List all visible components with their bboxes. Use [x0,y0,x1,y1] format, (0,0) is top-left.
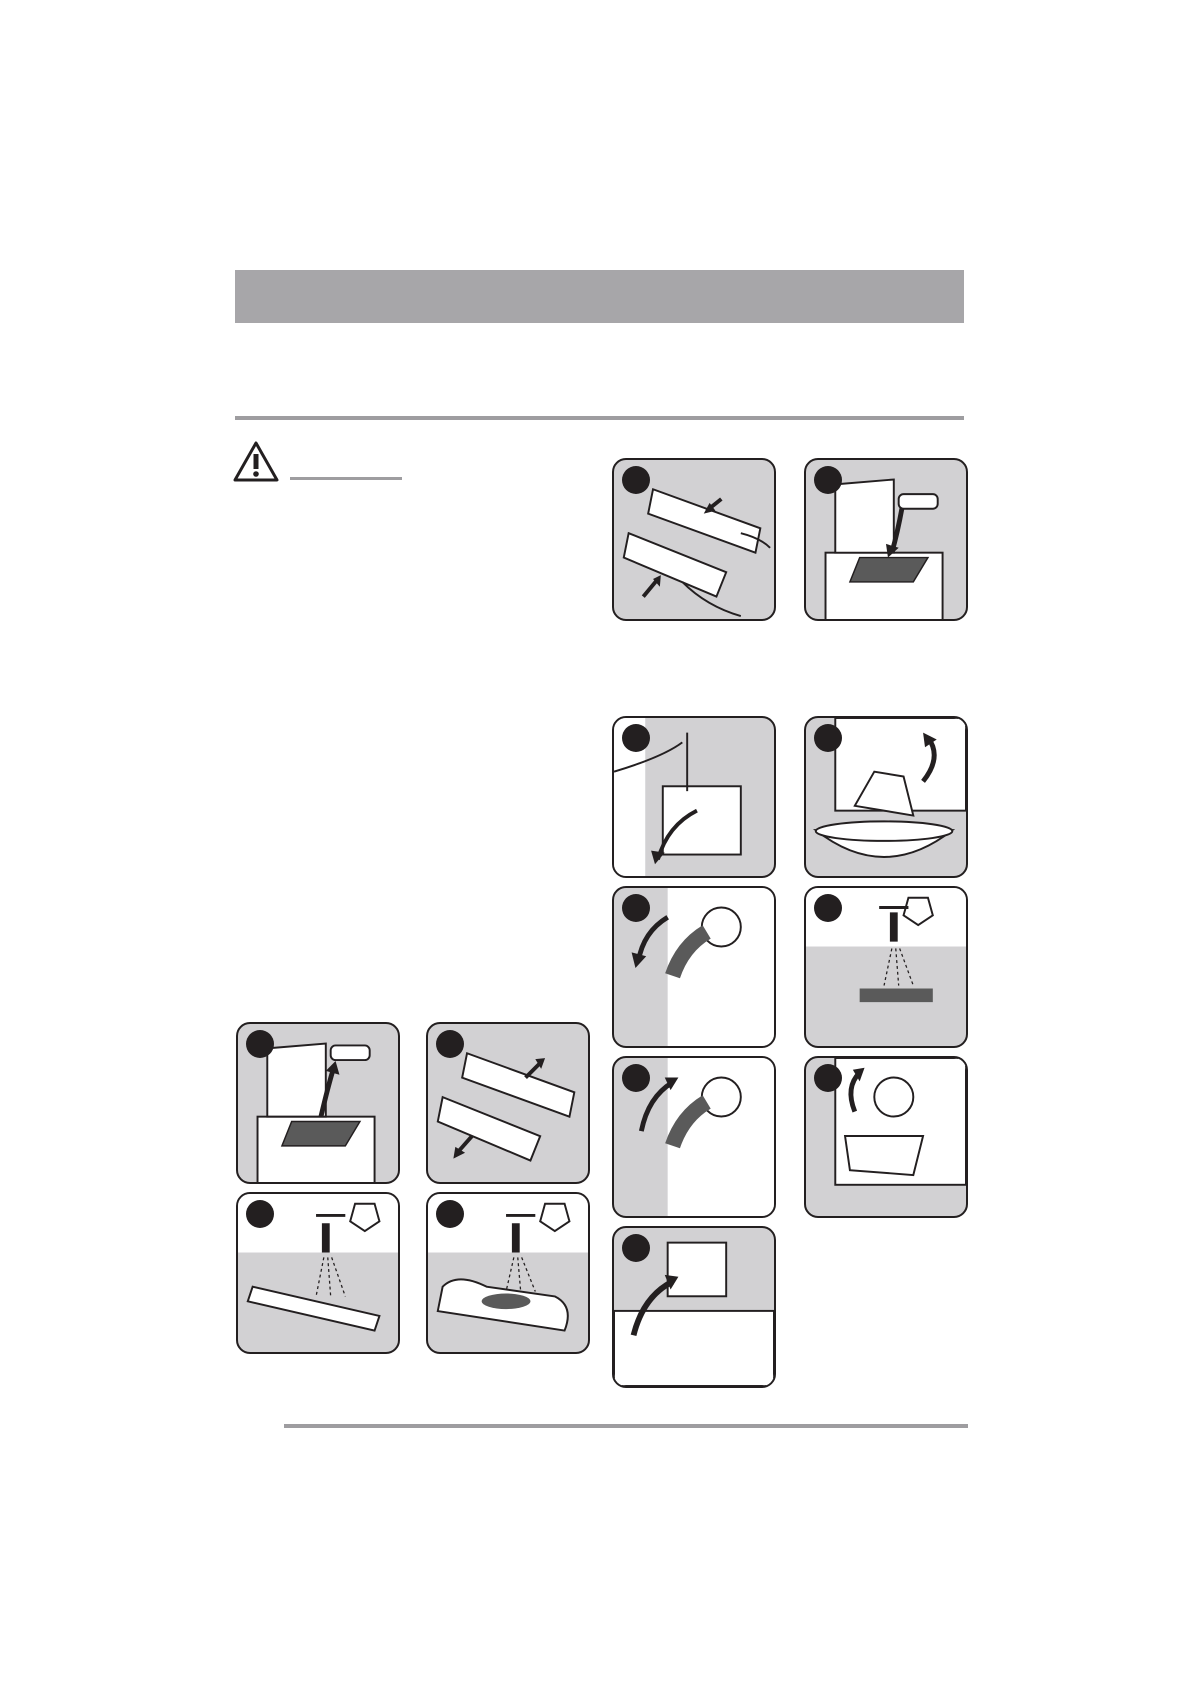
step-marker [814,724,842,752]
step-marker [622,1234,650,1262]
step-marker [622,1064,650,1092]
header-bar [235,270,964,323]
illustration-pump-filter-unscrew [612,886,776,1048]
step-marker [246,1030,274,1058]
step-marker [814,1064,842,1092]
illustration-pump-door-close [612,1226,776,1388]
step-marker [622,466,650,494]
step-marker [622,724,650,752]
illustration-pump-door-open [612,716,776,878]
illustration-filter-rinse [236,1192,400,1354]
step-marker [814,466,842,494]
illustration-filter-separate [426,1022,590,1184]
warning-label-underline [290,477,402,480]
illustration-filter-rinse-2 [426,1192,590,1354]
illustration-filter-parts [612,458,776,621]
illustration-drain-bowl [804,716,968,878]
step-marker [436,1200,464,1228]
illustration-pump-filter-refit [612,1056,776,1218]
footer-divider [284,1424,968,1428]
illustration-pump-cap-close [804,1056,968,1218]
step-marker [814,894,842,922]
step-marker [246,1200,274,1228]
step-marker [436,1030,464,1058]
illustration-filter-remove [236,1022,400,1184]
step-marker [622,894,650,922]
section-divider-top [235,416,964,420]
illustration-filter-insert [804,458,968,621]
warning-triangle-icon [232,440,280,484]
illustration-pump-filter-rinse [804,886,968,1048]
